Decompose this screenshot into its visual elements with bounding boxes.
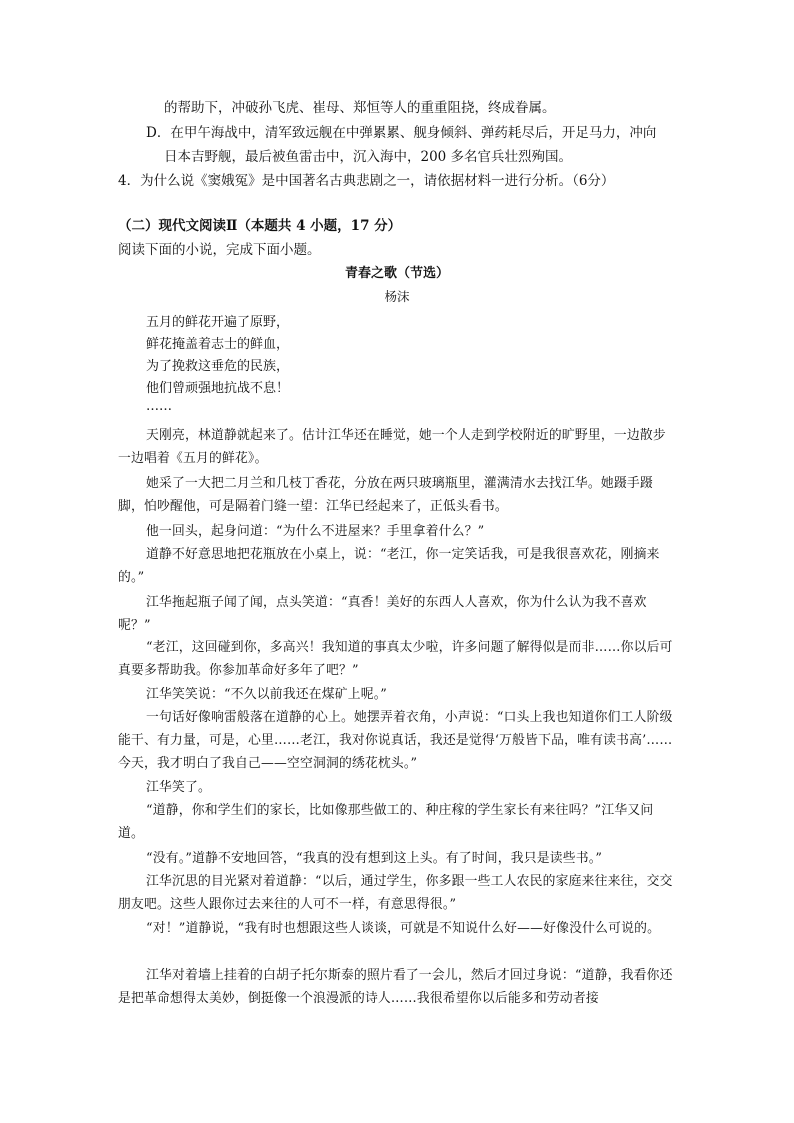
story-paragraph: 江华拖起瓶子闻了闻，点头笑道：“真香！美好的东西人人喜欢，你为什么认为我不喜欢呢？”: [118, 595, 647, 634]
option-d-line1: D．在甲午海战中，清军致远舰在中弹累累、舰身倾斜、弹药耗尽后，开足马力，冲向: [146, 125, 657, 141]
poem-line: 五月的鲜花开遍了原野，: [146, 315, 290, 330]
story-paragraph: “道静，你和学生们的家长，比如像那些做工的、种庄稼的学生家长有来往吗？”江华又问道。: [118, 803, 654, 842]
story-title: 青春之歌（节选）: [344, 266, 449, 281]
story-paragraph: 江华对着墙上挂着的白胡子托尔斯泰的照片看了一会儿，然后才回过身说：“道静，我看你还是把革命想得太美妙，倒挺像一个浪漫派的诗人……我很希望你以后能多和劳动者接: [118, 968, 673, 1007]
story-paragraph: 江华笑笑说：“不久以前我还在煤矿上呢。”: [146, 687, 388, 702]
story-paragraph: 天刚亮，林道静就起来了。估计江华还在睡觉，她一个人走到学校附近的旷野里，一边散步一边唱着《五月的鲜花》。: [118, 428, 666, 467]
story-paragraph: “老江，这回碰到你，多高兴！我知道的事真太少啦，许多问题了解得似是而非……你以后可真要多帮助我。你参加革命好多年了吧？”: [118, 640, 673, 679]
story-paragraph: 他一回头，起身问道：“为什么不进屋来？手里拿着什么？”: [146, 524, 485, 539]
poem-line: 他们曾顽强地抗战不息！: [146, 381, 290, 396]
story-paragraph: 江华沉思的目光紧对着道静：“以后，通过学生，你多跟一些工人农民的家庭来往来往，交交朋友吧。这些人跟你过去来往的人可不一样，有意思得很。”: [118, 874, 673, 913]
option-c-continuation: 的帮助下，冲破孙飞虎、崔母、郑恒等人的重重阻挠，终成眷属。: [164, 100, 556, 116]
section-heading: （二）现代文阅读Ⅱ（本题共 4 小题，17 分）: [118, 218, 402, 234]
story-paragraph: “没有。”道静不安地回答，“我真的没有想到这上头。有了时间，我只是读些书。”: [146, 851, 603, 866]
story-paragraph: 一句话好像响雷般落在道静的心上。她摆弄着衣角，小声说：“口头上我也知道你们工人阶级能干、有力量，可是，心里……老江，我对你说真话，我还是觉得‘万般皆下品，唯有读书高’……今天，我才明白了我自己——空空洞洞的绣花枕头。”: [118, 710, 673, 772]
story-paragraph: “对！”道静说，“我有时也想跟这些人谈谈，可就是不知说什么好——好像没什么可说的。: [146, 921, 661, 936]
poem-line: 为了挽救这垂危的民族，: [146, 359, 290, 374]
poem-line: 鲜花掩盖着志士的鲜血，: [146, 337, 290, 352]
section-instruction: 阅读下面的小说，完成下面小题。: [118, 242, 321, 258]
story-paragraph: 道静不好意思地把花瓶放在小桌上，说：“老江，你一定笑话我，可是我很喜欢花，刚摘来的。”: [118, 547, 660, 586]
option-d-line2: 日本吉野舰，最后被鱼雷击中，沉入海中，200 多名官兵壮烈殉国。: [164, 149, 573, 165]
poem-ellipsis: ……: [146, 399, 172, 414]
story-paragraph: 江华笑了。: [146, 780, 211, 795]
question-4: 4．为什么说《窦娥冤》是中国著名古典悲剧之一，请依据材料一进行分析。（6分）: [118, 173, 615, 189]
story-author: 杨沫: [384, 289, 410, 304]
story-paragraph: 她采了一大把二月兰和几枝丁香花，分放在两只玻璃瓶里，灌满清水去找江华。她蹑手蹑脚，怕吵醒他，可是隔着门缝一望：江华已经起来了，正低头看书。: [118, 476, 653, 515]
